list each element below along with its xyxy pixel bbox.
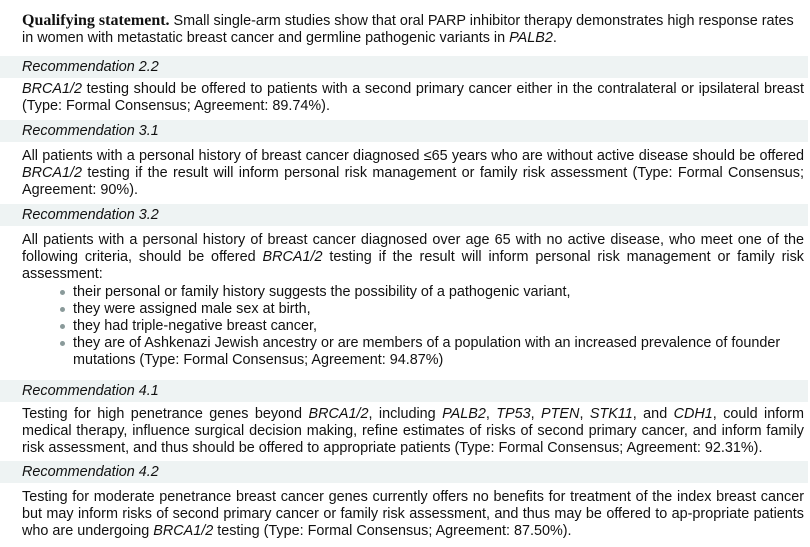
recommendation-heading-text: Recommendation 2.2: [22, 59, 159, 75]
recommendation-text: [22, 232, 804, 284]
list-item: their personal or family history suggests the possibility of a pathogenic variant,: [60, 284, 804, 301]
qualifying-end: .: [552, 30, 557, 47]
recommendation-body-text: , including: [368, 406, 443, 422]
recommendation-body-text: testing should be offered to patients with a second primary cancer either in the contralateral or ipsilateral breast (Type: Formal Consensus; Agreement: 89.74%).: [22, 81, 804, 115]
recommendation-body-text: ,: [530, 406, 542, 422]
qualifying-lead: Qualifying statement.: [22, 12, 170, 29]
gene-name: STK11: [589, 406, 633, 422]
recommendation-text: [22, 406, 804, 458]
gene-name: BRCA1/2: [153, 523, 214, 540]
recommendation-text: [22, 489, 804, 541]
recommendation-heading-text: Recommendation 4.1: [22, 383, 159, 399]
gene-name: BRCA1/2: [22, 165, 82, 182]
recommendation-body-text: testing (Type: Formal Consensus; Agreement: 87.50%).: [213, 523, 572, 540]
recommendation-4-2-heading: [0, 461, 808, 483]
qualifying-body: Small single-arm studies show that oral PARP inhibitor therapy demonstrates high response rates in women with metastatic breast cancer and germline pathogenic variants in: [22, 13, 794, 47]
recommendation-2-2-body: [0, 81, 808, 115]
gene-name: PALB2: [442, 406, 486, 422]
recommendation-3-2-body: [0, 232, 808, 370]
gene-name: BRCA1/2: [262, 249, 323, 266]
recommendation-4-2-body: [0, 489, 808, 541]
recommendation-body-text: testing if the result will inform personal risk management or family risk assessment (Type: Formal Consensus; Agreement: 90%).: [22, 165, 804, 199]
recommendation-body-text: All patients with a personal history of breast cancer diagnosed ≤65 years who are without active disease should be offered: [22, 148, 804, 164]
gene-name: BRCA1/2: [308, 406, 369, 422]
list-item: they are of Ashkenazi Jewish ancestry or are members of a population with an increased prevalence of founder mutations (Type: Formal Consensus; Agreement: 94.87%): [60, 335, 804, 369]
recommendation-body-text: , and: [632, 406, 674, 422]
recommendation-4-1-heading: [0, 380, 808, 402]
gene-name: PALB2: [509, 30, 553, 47]
recommendation-body-text: , could inform medical therapy, influence surgical decision making, refine estimates of risks of second primary cancer, and inform family risk assessment, and thus should be offered to appropriate patients (Type: Formal Consensus; Agreement: 92.31%).: [22, 406, 804, 457]
gene-name: BRCA1/2: [22, 81, 82, 97]
recommendation-body-text: Testing for moderate penetrance breast cancer genes currently offers no benefits for treatment of the index breast cancer but may inform risks of second primary cancer or family risk assessment, and thus may be offered to ap-propriate patients who are undergoing: [22, 489, 804, 540]
recommendation-body-text: ,: [485, 406, 497, 422]
list-item: they had triple-negative breast cancer,: [60, 318, 804, 335]
recommendation-2-2-heading: [0, 56, 808, 78]
gene-name: TP53: [496, 406, 531, 422]
qualifying-text: [0, 12, 808, 47]
gene-name: CDH1: [673, 406, 713, 422]
recommendation-heading-text: Recommendation 4.2: [22, 464, 159, 480]
recommendation-body-text: testing if the result will inform personal risk management or family risk assessment:: [22, 249, 804, 283]
recommendation-3-2-heading: [0, 204, 808, 226]
criteria-list: [22, 284, 804, 370]
gene-name: PTEN: [541, 406, 580, 422]
list-item: they were assigned male sex at birth,: [60, 301, 804, 318]
recommendation-3-1-heading: [0, 120, 808, 142]
recommendation-heading-text: Recommendation 3.1: [22, 123, 159, 139]
recommendation-body-text: ,: [579, 406, 590, 422]
recommendation-body-text: Testing for high penetrance genes beyond: [22, 406, 309, 422]
recommendation-3-1-body: [0, 148, 808, 200]
recommendation-text: [22, 81, 804, 115]
recommendation-text: [22, 148, 804, 200]
qualifying-statement: [0, 12, 808, 47]
recommendation-body-text: All patients with a personal history of breast cancer diagnosed over age 65 with no active disease, who meet one of the following criteria, should be offered: [22, 232, 804, 266]
recommendation-heading-text: Recommendation 3.2: [22, 207, 159, 223]
recommendation-4-1-body: [0, 406, 808, 458]
